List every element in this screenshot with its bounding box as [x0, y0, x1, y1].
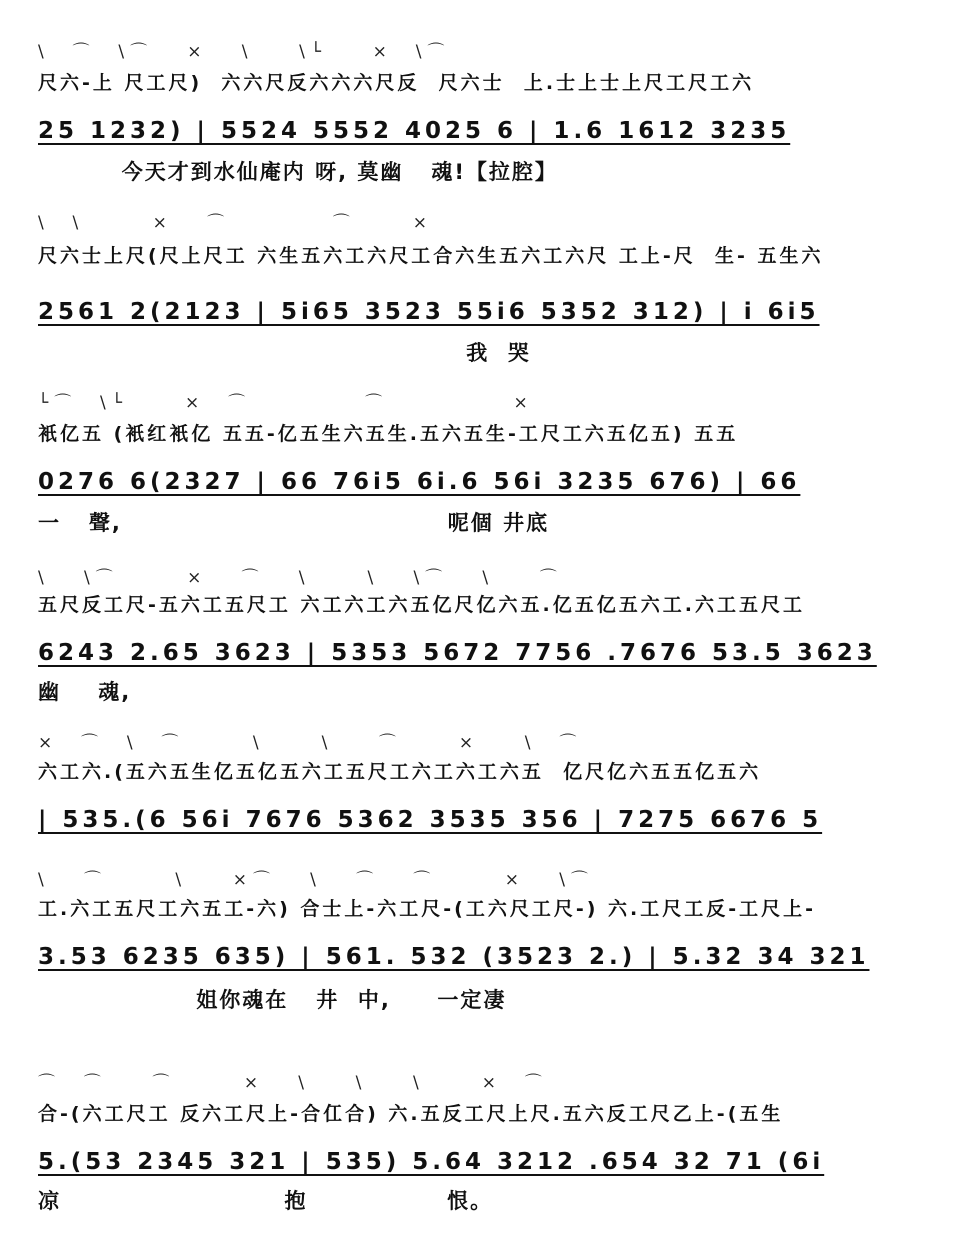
gongche-notation-line: 尺六士上尺(尺上尺工 六生五六工六尺工合六生五六工六尺 工上-尺 生- 五生六: [38, 245, 824, 267]
score-system-5: [0, 725, 978, 845]
jianpu-notation-line: 2561 2(2123 | 5i65 3523 55i6 5352 312) | i 6i5: [38, 299, 820, 325]
jianpu-notation-line: 0276 6(2327 | 66 76i5 6i.6 56i 3235 676) | 66: [38, 469, 801, 495]
jianpu-notation-line: | 535.(6 56i 7676 5362 3535 356 | 7275 6676 5: [38, 807, 823, 833]
lyrics-line: 凉 抱 恨。: [38, 1189, 494, 1213]
gongche-notation-line: 尺六-上 尺工尺) 六六尺反六六六尺反 尺六士 上.士上士上尺工尺工六: [38, 72, 755, 94]
lyrics-line: 姐你魂在 井 中, 一定凄: [38, 988, 507, 1012]
score-system-4: [0, 560, 978, 710]
score-system-6: [0, 862, 978, 1022]
ornament-marks-line: \ ⌒ \ ×⌒ \ ⌒ ⌒ × \⌒: [38, 870, 594, 890]
gongche-notation-line: 五尺反工尺-五六工五尺工 六工六工六五亿尺亿六五.亿五亿五六工.六工五尺工: [38, 594, 805, 616]
ornament-marks-line: \ ⌒ \⌒ × \ \└ × \⌒: [38, 42, 451, 62]
ornament-marks-line: \ \ × ⌒ ⌒ ×: [38, 213, 434, 233]
lyrics-line: 幽 魂,: [38, 680, 132, 704]
jianpu-notation-line: 5.(53 2345 321 | 535) 5.64 3212 .654 32 71 (6i: [38, 1149, 825, 1175]
ornament-marks-line: \ \⌒ × ⌒ \ \ \⌒ \ ⌒: [38, 568, 563, 588]
lyrics-line: 一 聲, 呢個 井底: [38, 511, 550, 535]
score-system-2: [0, 205, 978, 365]
jianpu-notation-line: 6243 2.65 3623 | 5353 5672 7756 .7676 53.5 3623: [38, 640, 877, 666]
ornament-marks-line: └⌒ \└ × ⌒ ⌒ ×: [38, 393, 534, 413]
lyrics-line: 我 哭: [38, 341, 531, 365]
lyrics-line: 今天才到水仙庵内 呀, 莫幽 魂!【拉腔】: [38, 160, 558, 184]
score-system-7: [0, 1065, 978, 1235]
jianpu-notation-line: 3.53 6235 635) | 561. 532 (3523 2.) | 5.32 34 321: [38, 944, 870, 970]
ornament-marks-line: × ⌒ \ ⌒ \ \ ⌒ × \ ⌒: [38, 733, 583, 753]
score-system-3: [0, 385, 978, 545]
jianpu-notation-line: 25 1232) | 5524 5552 4025 6 | 1.6 1612 3235: [38, 118, 791, 144]
ornament-marks-line: ⌒ ⌒ ⌒ × \ \ \ × ⌒: [38, 1073, 548, 1093]
gongche-notation-line: 六工六.(五六五生亿五亿五六工五尺工六工六工六五 亿尺亿六五五亿五六: [38, 761, 762, 783]
gongche-notation-line: 合-(六工尺工 反六工尺上-合仜合) 六.五反工尺上尺.五六反工尺乙上-(五生: [38, 1103, 784, 1125]
gongche-notation-line: 工.六工五尺工六五工-六) 合士上-六工尺-(工六尺工尺-) 六.工尺工反-工尺上-: [38, 898, 817, 920]
gongche-notation-line: 衹亿五 (衹红衹亿 五五-亿五生六五生.五六五生-工尺工六五亿五) 五五: [38, 423, 739, 445]
score-system-1: [0, 30, 978, 190]
